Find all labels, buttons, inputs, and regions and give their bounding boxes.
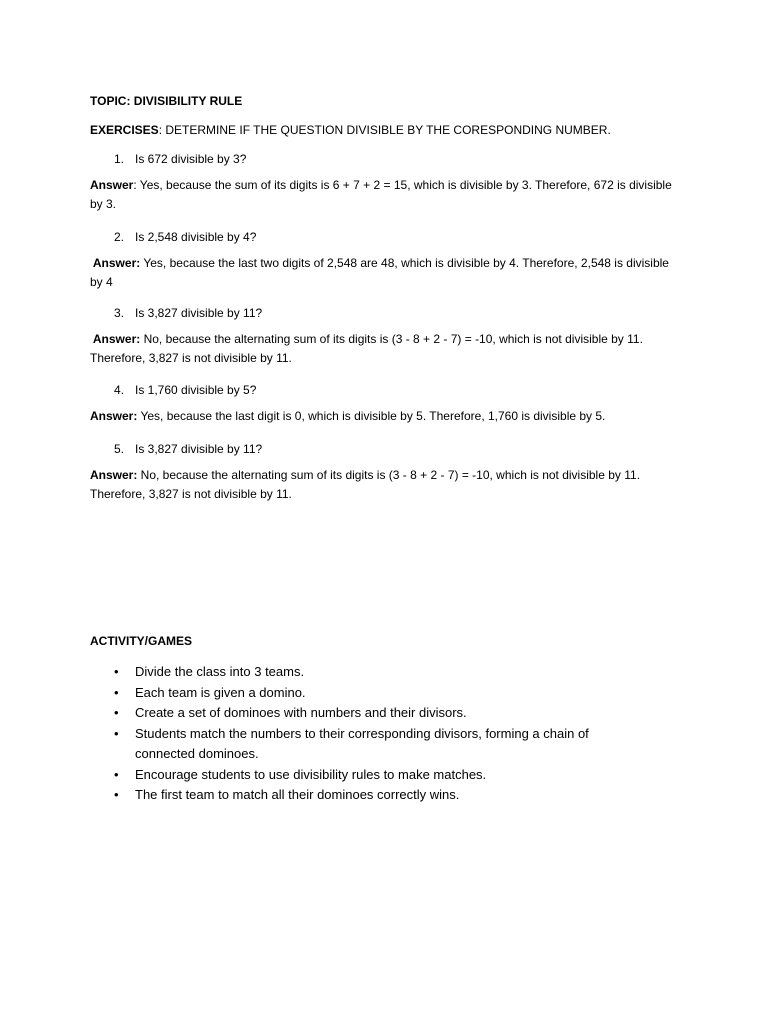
bullet-icon: • <box>114 725 119 741</box>
question-text: Is 1,760 divisible by 5? <box>135 383 257 397</box>
answer <box>90 330 680 368</box>
answer-label: Answer: <box>90 468 138 482</box>
list-item <box>90 662 650 683</box>
topic-heading: TOPIC: DIVISIBILITY RULE <box>90 94 243 108</box>
answer-text: Yes, because the last two digits of 2,548 are 48, which is divisible by 4. Therefore, 2,548 is divisible by 4 <box>90 256 669 289</box>
answer-text: No, because the alternating sum of its digits is (3 - 8 + 2 - 7) = -10, which is not divisible by 11. Therefore, 3,827 is not divisible by 11. <box>90 332 643 365</box>
exercises-instruction <box>90 123 611 137</box>
list-item-text: Encourage students to use divisibility rules to make matches. <box>135 766 487 782</box>
question <box>90 230 680 244</box>
question <box>90 442 680 456</box>
answer-text: No, because the alternating sum of its digits is (3 - 8 + 2 - 7) = -10, which is not divisible by 11. Therefore, 3,827 is not divisible by 11. <box>90 468 641 501</box>
question-text: Is 2,548 divisible by 4? <box>135 230 257 244</box>
question-number: 2. <box>114 230 125 244</box>
exercise-item-4 <box>90 383 680 426</box>
bullet-icon: • <box>114 664 119 679</box>
question-text: Is 672 divisible by 3? <box>135 152 247 166</box>
list-item-text: Students match the numbers to their corresponding divisors, forming a chain of connected dominoes. <box>135 725 589 761</box>
exercise-item-1 <box>90 152 680 214</box>
question-text: Is 3,827 divisible by 11? <box>135 442 263 456</box>
list-item <box>90 724 650 765</box>
list-item <box>90 765 650 786</box>
list-item-text: Create a set of dominoes with numbers and their divisors. <box>135 705 467 720</box>
exercise-item-2 <box>90 230 680 292</box>
answer <box>90 254 680 292</box>
activity-list <box>90 662 650 806</box>
exercises-text: : DETERMINE IF THE QUESTION DIVISIBLE BY THE CORESPONDING NUMBER. <box>158 123 611 137</box>
list-item <box>90 683 650 704</box>
answer-label: Answer <box>90 178 134 192</box>
question <box>90 383 680 397</box>
question-text: Is 3,827 divisible by 11? <box>135 306 263 320</box>
answer <box>90 407 680 426</box>
question-number: 4. <box>114 383 125 397</box>
list-item <box>90 703 650 724</box>
answer <box>90 466 680 504</box>
list-item-text: Divide the class into 3 teams. <box>135 664 305 679</box>
answer-label: Answer: <box>90 256 141 270</box>
exercise-item-3 <box>90 306 680 368</box>
answer-text: : Yes, because the sum of its digits is 6 + 7 + 2 = 15, which is divisible by 3. Therefore, 672 is divisible by 3. <box>90 178 672 211</box>
answer <box>90 176 680 214</box>
list-item-text: The first team to match all their dominoes correctly wins. <box>135 787 460 802</box>
bullet-icon: • <box>114 705 119 720</box>
answer-text: Yes, because the last digit is 0, which is divisible by 5. Therefore, 1,760 is divisible by 5. <box>137 409 606 423</box>
bullet-icon: • <box>114 766 119 782</box>
list-item <box>90 785 650 806</box>
question <box>90 306 680 320</box>
exercises-label: EXERCISES <box>90 123 159 137</box>
question-number: 3. <box>114 306 125 320</box>
list-item-text: Each team is given a domino. <box>135 684 306 700</box>
answer-label: Answer: <box>90 332 141 346</box>
question <box>90 152 680 166</box>
question-number: 1. <box>114 152 125 166</box>
question-number: 5. <box>114 442 125 456</box>
bullet-icon: • <box>114 787 119 802</box>
exercise-item-5 <box>90 442 680 504</box>
bullet-icon: • <box>114 684 119 700</box>
activity-heading: ACTIVITY/GAMES <box>90 634 193 648</box>
answer-label: Answer: <box>90 409 138 423</box>
